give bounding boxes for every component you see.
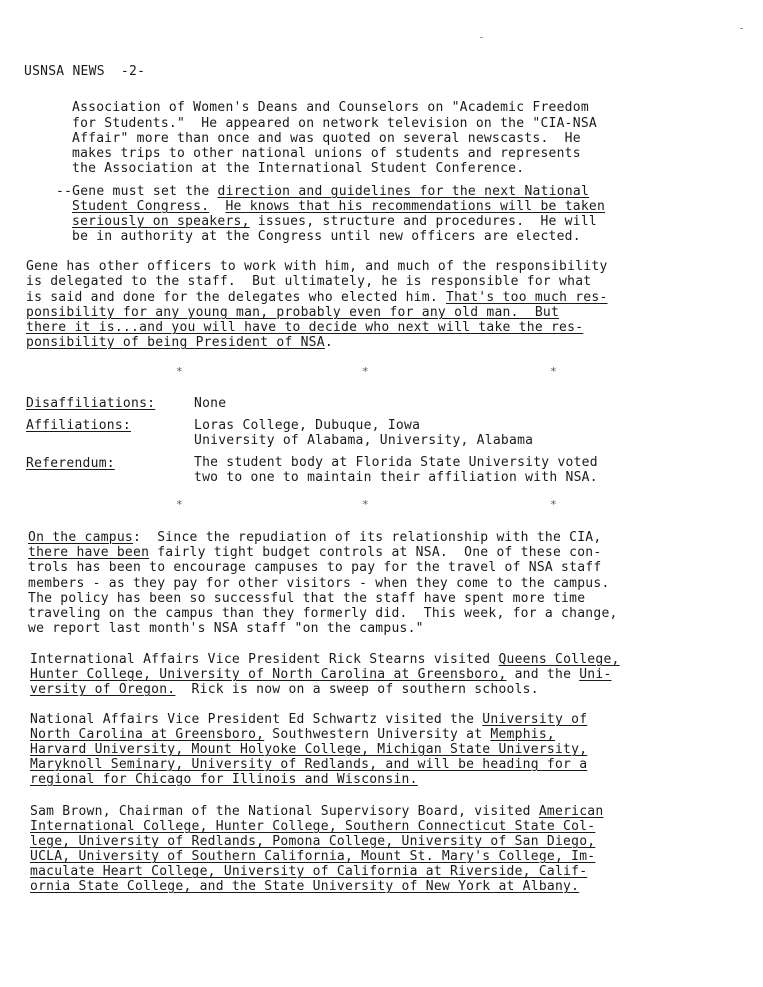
para-brown-line (30, 819, 595, 834)
underlined-text: North Carolina at Greensboro, (30, 727, 265, 742)
para-schwartz-line (30, 712, 587, 727)
underlined-text: American (538, 804, 604, 819)
para-brown-line (30, 834, 595, 849)
para-stearns-line (30, 682, 539, 697)
separator-star: * (176, 365, 183, 378)
scan-speck (740, 28, 743, 29)
text-run: --Gene must set the (56, 184, 218, 199)
underlined-text: Hunter College, University of North Carolina at Greensboro, (30, 667, 507, 682)
underlined-text: ponsibility of being President of NSA (26, 335, 325, 350)
para-campus-line: The policy has been so successful that the staff have spent more time (28, 591, 586, 606)
page-header: USNSA NEWS -2- (24, 64, 146, 79)
text-run: fairly tight budget controls at NSA. One of these con- (149, 545, 602, 560)
para-brown-line (30, 849, 595, 864)
underlined-text: ponsibility for any young man, probably even for any old man. But (26, 305, 560, 320)
para-officers-line (26, 335, 333, 350)
referendum-value: The student body at Florida State University voted (194, 455, 598, 470)
underlined-text: versity of Oregon. (30, 682, 176, 697)
underlined-text: UCLA, University of Southern California, Mount St. Mary's College, Im- (30, 849, 596, 864)
underlined-text: there have been (28, 545, 150, 560)
separator-star: * (550, 498, 557, 511)
underlined-text: direction and guidelines for the next National (217, 184, 590, 199)
para-assoc-line: Association of Women's Deans and Counselors on "Academic Freedom (72, 100, 589, 115)
referendum-value: two to one to maintain their affiliation with NSA. (194, 470, 598, 485)
para-assoc-line: the Association at the International Student Conference. (72, 161, 525, 176)
underlined-text: ornia State College, and the State University of New York at Albany. (30, 879, 580, 894)
disaffiliations-label: Disaffiliations: (26, 396, 156, 411)
para-gene-line (72, 199, 605, 214)
underlined-text: He knows that his recommendations will be taken (225, 199, 606, 214)
text-run: is said and done for the delegates who elected him. (26, 290, 446, 305)
para-campus-line (28, 545, 601, 560)
separator-star: * (362, 365, 369, 378)
underlined-text: That's too much res- (446, 290, 608, 305)
para-assoc-line: Affair" more than once and was quoted on several newscasts. He (72, 131, 581, 146)
para-officers-line: is delegated to the staff. But ultimately, he is responsible for what (26, 274, 592, 289)
text-run (209, 199, 225, 214)
underlined-text: lege, University of Redlands, Pomona College, University of San Diego, (30, 834, 596, 849)
underlined-text: Uni- (579, 667, 612, 682)
underlined-text: Maryknoll Seminary, University of Redlands, and will be heading for a (30, 757, 588, 772)
para-officers-line: Gene has other officers to work with him, and much of the responsibility (26, 259, 608, 274)
para-schwartz-line (30, 742, 587, 757)
para-brown-line (30, 879, 579, 894)
para-gene-line (56, 184, 589, 199)
underlined-text: Queens College, (498, 652, 620, 667)
underlined-text: Memphis, (490, 727, 556, 742)
para-schwartz-line (30, 772, 418, 787)
underlined-text: maculate Heart College, University of California at Riverside, Calif- (30, 864, 588, 879)
para-officers-line (26, 320, 583, 335)
underlined-text: Harvard University, Mount Holyoke College, Michigan State University, (30, 742, 588, 757)
affiliations-label: Affiliations: (26, 418, 131, 433)
disaffiliations-value: None (194, 396, 227, 411)
para-campus-line: trols has been to encourage campuses to pay for the travel of NSA staff (28, 560, 602, 575)
para-officers-line (26, 290, 608, 305)
text-run: Sam Brown, Chairman of the National Supervisory Board, visited (30, 804, 539, 819)
text-run: Southwestern University at (264, 727, 491, 742)
referendum-label: Referendum: (26, 456, 115, 471)
para-schwartz-line (30, 727, 555, 742)
affiliations-value: Loras College, Dubuque, Iowa (194, 418, 421, 433)
text-run: National Affairs Vice President Ed Schwartz visited the (30, 712, 483, 727)
affiliations-value: University of Alabama, University, Alabama (194, 433, 534, 448)
text-run: : Since the repudiation of its relationship with the CIA, (133, 530, 602, 545)
separator-star: * (362, 498, 369, 511)
text-run: issues, structure and procedures. He will (249, 214, 597, 229)
underlined-text: seriously on speakers, (72, 214, 250, 229)
underlined-text: On the campus (28, 530, 133, 545)
para-schwartz-line (30, 757, 587, 772)
scan-speck (480, 37, 483, 38)
para-campus-line: we report last month's NSA staff "on the campus." (28, 621, 424, 636)
underlined-text: Student Congress. (72, 199, 210, 214)
underlined-text: regional for Chicago for Illinois and Wisconsin. (30, 772, 418, 787)
para-campus-line: members - as they pay for other visitors - when they come to the campus. (28, 576, 610, 591)
separator-star: * (176, 498, 183, 511)
para-brown-line (30, 864, 587, 879)
separator-star: * (550, 365, 557, 378)
para-gene-line (72, 214, 597, 229)
para-gene-line: be in authority at the Congress until new officers are elected. (72, 229, 581, 244)
underlined-text: there it is...and you will have to decide who next will take the res- (26, 320, 584, 335)
para-assoc-line: makes trips to other national unions of students and represents (72, 146, 581, 161)
para-stearns-line (30, 652, 620, 667)
text-run: . (324, 335, 333, 350)
underlined-text: University of (482, 712, 588, 727)
text-run: Rick is now on a sweep of southern schools. (175, 682, 539, 697)
para-officers-line (26, 305, 559, 320)
para-campus-line (28, 530, 601, 545)
para-assoc-line: for Students." He appeared on network television on the "CIA-NSA (72, 116, 597, 131)
underlined-text: International College, Hunter College, Southern Connecticut State Col- (30, 819, 596, 834)
text-run: International Affairs Vice President Rick Stearns visited (30, 652, 499, 667)
text-run: and the (506, 667, 580, 682)
para-stearns-line (30, 667, 612, 682)
para-campus-line: traveling on the campus than they formerly did. This week, for a change, (28, 606, 618, 621)
para-brown-line (30, 804, 603, 819)
